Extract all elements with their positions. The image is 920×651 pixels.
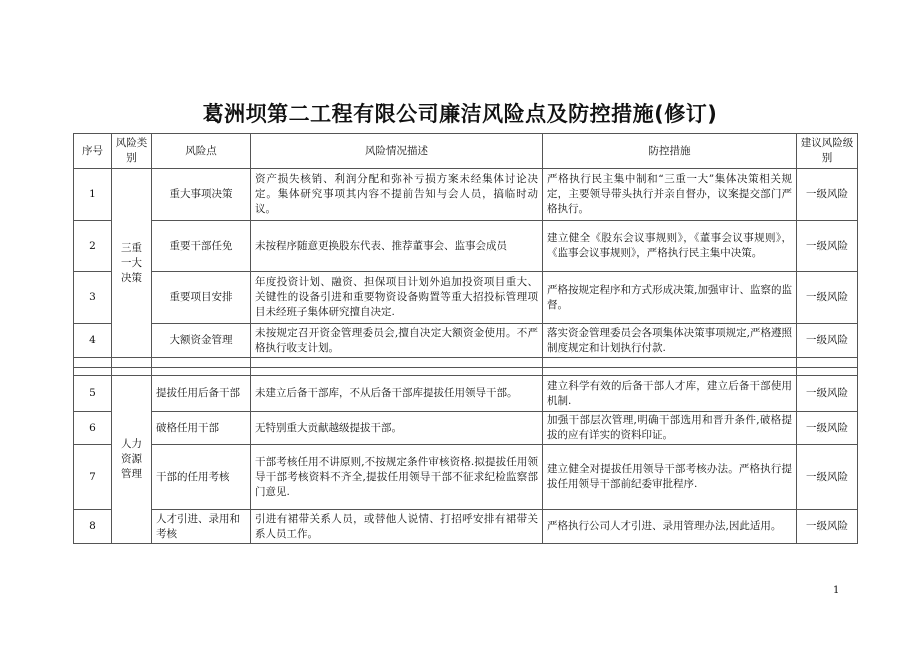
header-category: 风险类别 xyxy=(112,134,152,169)
table-row xyxy=(74,412,858,445)
risk-level: 一级风险 xyxy=(797,324,858,358)
table-row xyxy=(74,445,858,510)
row-no: 2 xyxy=(74,221,112,272)
page-number: 1 xyxy=(833,585,840,596)
header-point: 风险点 xyxy=(152,134,251,169)
risk-point: 重要干部任免 xyxy=(152,221,251,272)
row-no: 1 xyxy=(74,169,112,221)
risk-point: 破格任用干部 xyxy=(152,412,251,445)
risk-description: 未按规定召开资金管理委员会,擅自决定大额资金使用。不严格执行收支计划。 xyxy=(251,324,543,358)
row-no: 7 xyxy=(74,445,112,510)
control-measure: 建立健全对提拔任用领导干部考核办法。严格执行提拔任用领导干部前纪委审批程序. xyxy=(543,445,797,510)
risk-description: 年度投资计划、融资、担保项目计划外追加投资项目重大、关键性的设备引进和重要物资设备购置等重大招投标管理项目未经班子集体研究擅自决定. xyxy=(251,272,543,324)
risk-point: 人才引进、录用和考核 xyxy=(152,510,251,544)
control-measure: 加强干部层次管理,明确干部选用和晋升条件,破格提拔的应有详实的资料印证。 xyxy=(543,412,797,445)
table-row xyxy=(74,324,858,358)
spacer-row xyxy=(74,368,858,376)
risk-level: 一级风险 xyxy=(797,412,858,445)
risk-level: 一级风险 xyxy=(797,376,858,412)
category-cell: 人力资源管理 xyxy=(112,376,152,544)
risk-point: 重大事项决策 xyxy=(152,169,251,221)
control-measure: 建立科学有效的后备干部人才库，建立后备干部使用机制. xyxy=(543,376,797,412)
row-no: 6 xyxy=(74,412,112,445)
risk-point: 干部的任用考核 xyxy=(152,445,251,510)
risk-description: 未按程序随意更换股东代表、推荐董事会、监事会成员 xyxy=(251,221,543,272)
header-level: 建议风险级别 xyxy=(797,134,858,169)
control-measure: 严格执行民主集中制和“三重一大”集体决策相关规定，主要领导带头执行并亲自督办，议案提交部门严格执行。 xyxy=(543,169,797,221)
table-row xyxy=(74,510,858,544)
risk-level: 一级风险 xyxy=(797,272,858,324)
risk-description: 干部考核任用不讲原则,不按规定条件审核资格.拟提拔任用领导干部考核资料不齐全,提拔任用领导干部不征求纪检监察部门意见. xyxy=(251,445,543,510)
control-measure: 严格执行公司人才引进、录用管理办法,因此适用。 xyxy=(543,510,797,544)
row-no: 5 xyxy=(74,376,112,412)
control-measure: 严格按规定程序和方式形成决策,加强审计、监察的监督。 xyxy=(543,272,797,324)
row-no: 4 xyxy=(74,324,112,358)
header-measure: 防控措施 xyxy=(543,134,797,169)
risk-point: 重要项目安排 xyxy=(152,272,251,324)
risk-description: 无特别重大贡献越级提拔干部。 xyxy=(251,412,543,445)
risk-description: 引进有裙带关系人员，或替他人说情、打招呼安排有裙带关系人员工作。 xyxy=(251,510,543,544)
risk-point: 提拔任用后备干部 xyxy=(152,376,251,412)
risk-description: 未建立后备干部库，不从后备干部库提拔任用领导干部。 xyxy=(251,376,543,412)
header-row xyxy=(74,134,858,169)
risk-level: 一级风险 xyxy=(797,510,858,544)
risk-point: 大额资金管理 xyxy=(152,324,251,358)
risk-level: 一级风险 xyxy=(797,169,858,221)
table-row xyxy=(74,376,858,412)
row-no: 3 xyxy=(74,272,112,324)
risk-level: 一级风险 xyxy=(797,445,858,510)
risk-table xyxy=(73,133,858,544)
header-no: 序号 xyxy=(74,134,112,169)
table-row xyxy=(74,169,858,221)
row-no: 8 xyxy=(74,510,112,544)
table-row xyxy=(74,221,858,272)
table-row xyxy=(74,272,858,324)
document-title: 葛洲坝第二工程有限公司廉洁风险点及防控措施(修订) xyxy=(202,102,718,126)
risk-level: 一级风险 xyxy=(797,221,858,272)
risk-description: 资产损失核销、利润分配和弥补亏损方案未经集体讨论决定。集体研究事项其内容不提前告知与会人员，搞临时动议。 xyxy=(251,169,543,221)
category-cell: 三重一大决策 xyxy=(112,169,152,358)
header-desc: 风险情况描述 xyxy=(251,134,543,169)
control-measure: 建立健全《股东会议事规则》，《董事会议事规则》，《监事会议事规则》，严格执行民主集中决策。 xyxy=(543,221,797,272)
spacer-row xyxy=(74,358,858,368)
control-measure: 落实资金管理委员会各项集体决策事项规定,严格遵照制度规定和计划执行付款. xyxy=(543,324,797,358)
